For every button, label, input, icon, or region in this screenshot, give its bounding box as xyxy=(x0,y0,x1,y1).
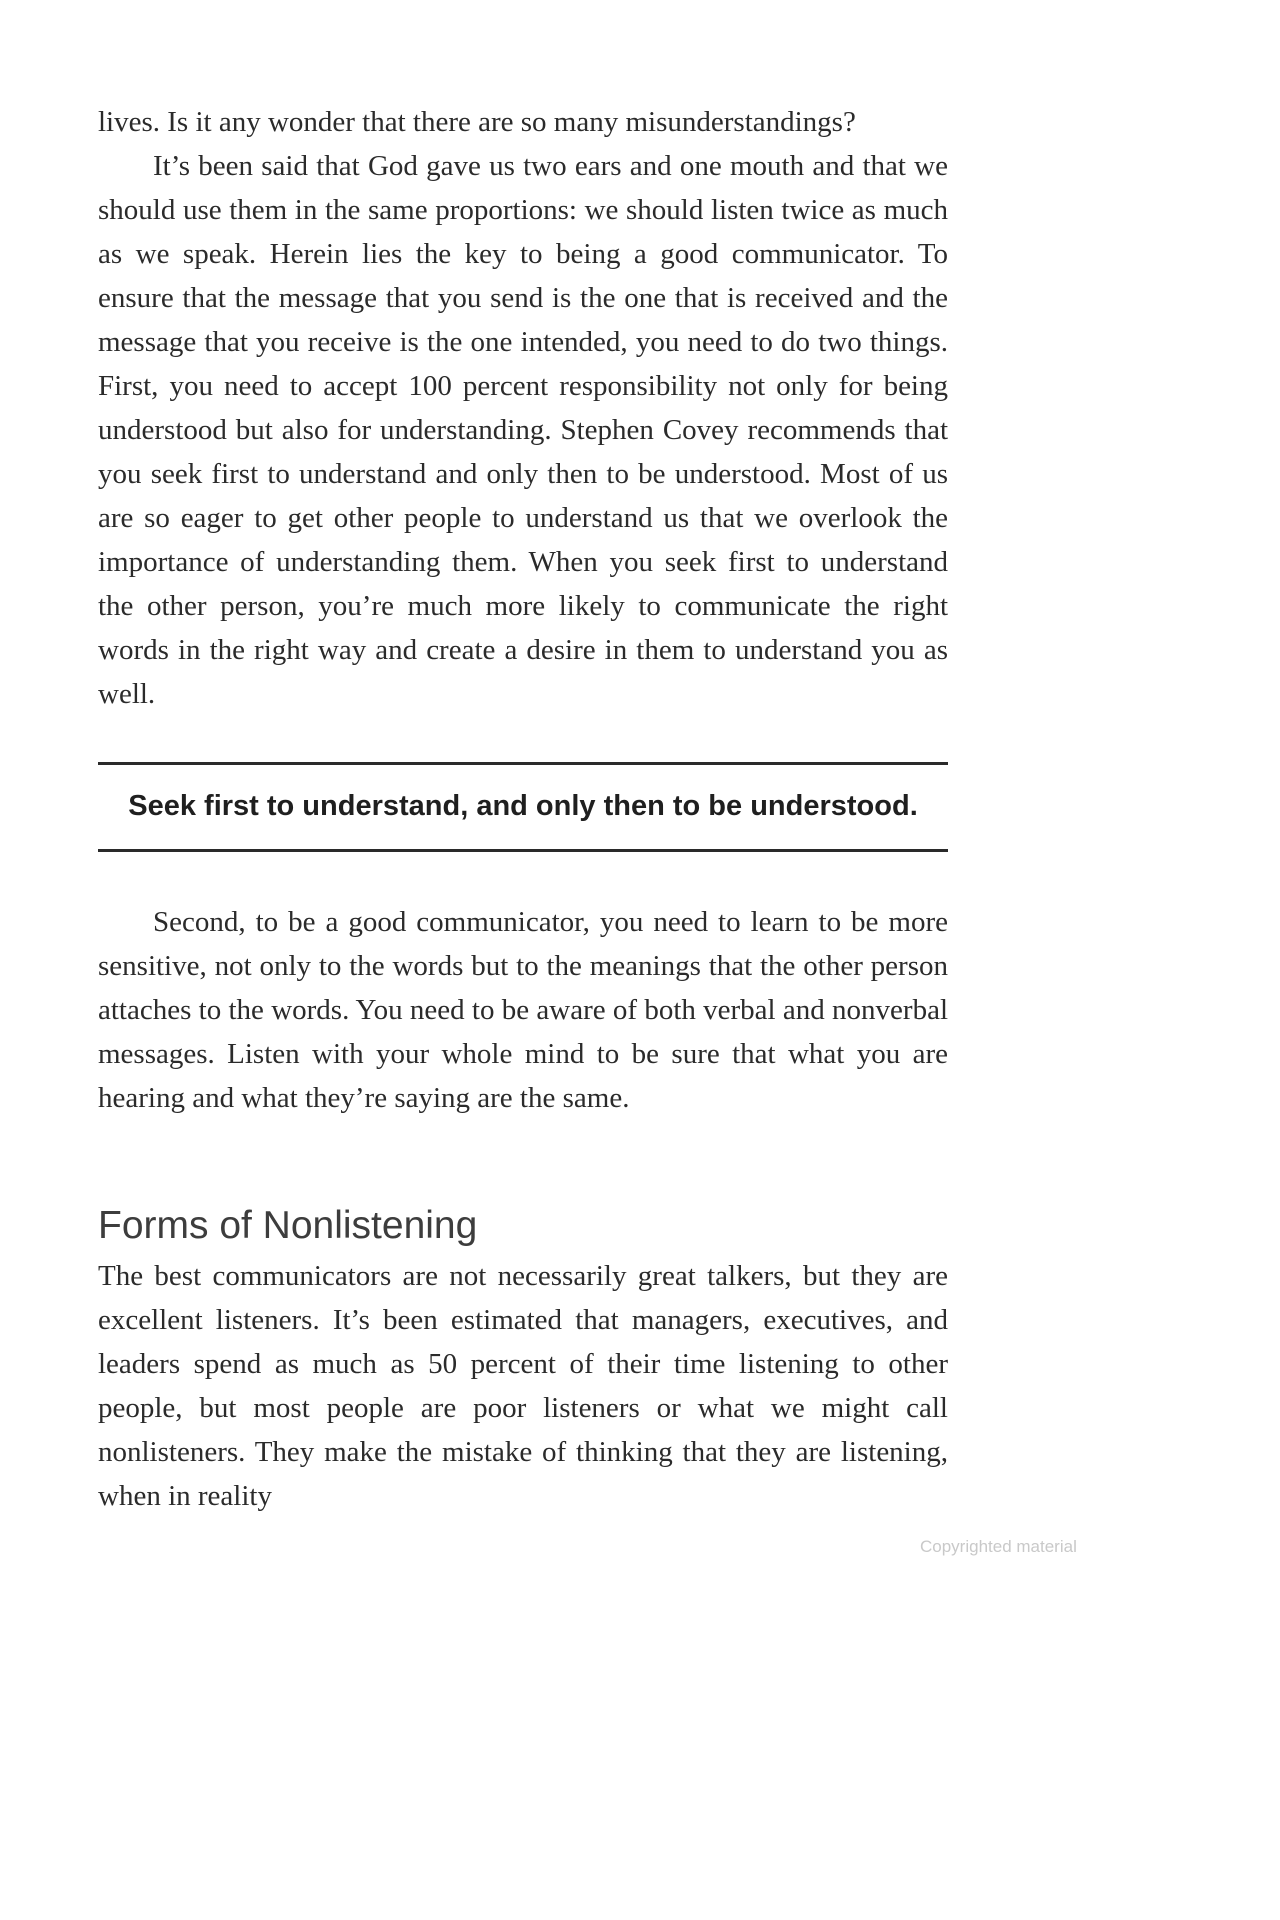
section-heading-forms-of-nonlistening: Forms of Nonlistening xyxy=(98,1204,478,1247)
pull-quote: Seek first to understand, and only then to be understood. xyxy=(128,790,918,822)
body-paragraph-best-communicators: The best communicators are not necessarily great talkers, but they are excellent listeners. It’s been estimated that managers, executives, and leaders spend as much as 50 percent of their time listening to other people, but most people are poor listeners or what we might call nonlisteners. They make the mistake of thinking that they are listening, when in reality xyxy=(98,1260,948,1512)
page-text-block xyxy=(98,100,948,1518)
body-paragraph-two-ears: It’s been said that God gave us two ears and one mouth and that we should use them in the same proportions: we should listen twice as much as we speak. Herein lies the key to being a good communicator. To ensure that the message that you send is the one that is received and the message that you receive is the one intended, you need to do two things. First, you need to accept 100 percent responsibility not only for being understood but also for understanding. Stephen Covey recommends that you seek first to understand and only then to be understood. Most of us are so eager to get other people to understand us that we overlook the importance of understanding them. When you seek first to understand the other person, you’re much more likely to communicate the right words in the right way and create a desire in them to understand you as well. xyxy=(98,150,948,710)
copyright-watermark: Copyrighted material xyxy=(920,1537,1077,1556)
pull-quote-rule-bottom xyxy=(98,849,948,852)
body-paragraph-second-point: Second, to be a good communicator, you need to learn to be more sensitive, not only to the words but to the meanings that the other person attaches to the words. You need to be aware of both verbal and nonverbal messages. Listen with your whole mind to be sure that what you are hearing and what they’re saying are the same. xyxy=(98,906,948,1114)
body-paragraph-continuation: lives. Is it any wonder that there are so many misunderstandings? xyxy=(98,106,856,138)
pull-quote-block xyxy=(98,762,948,852)
